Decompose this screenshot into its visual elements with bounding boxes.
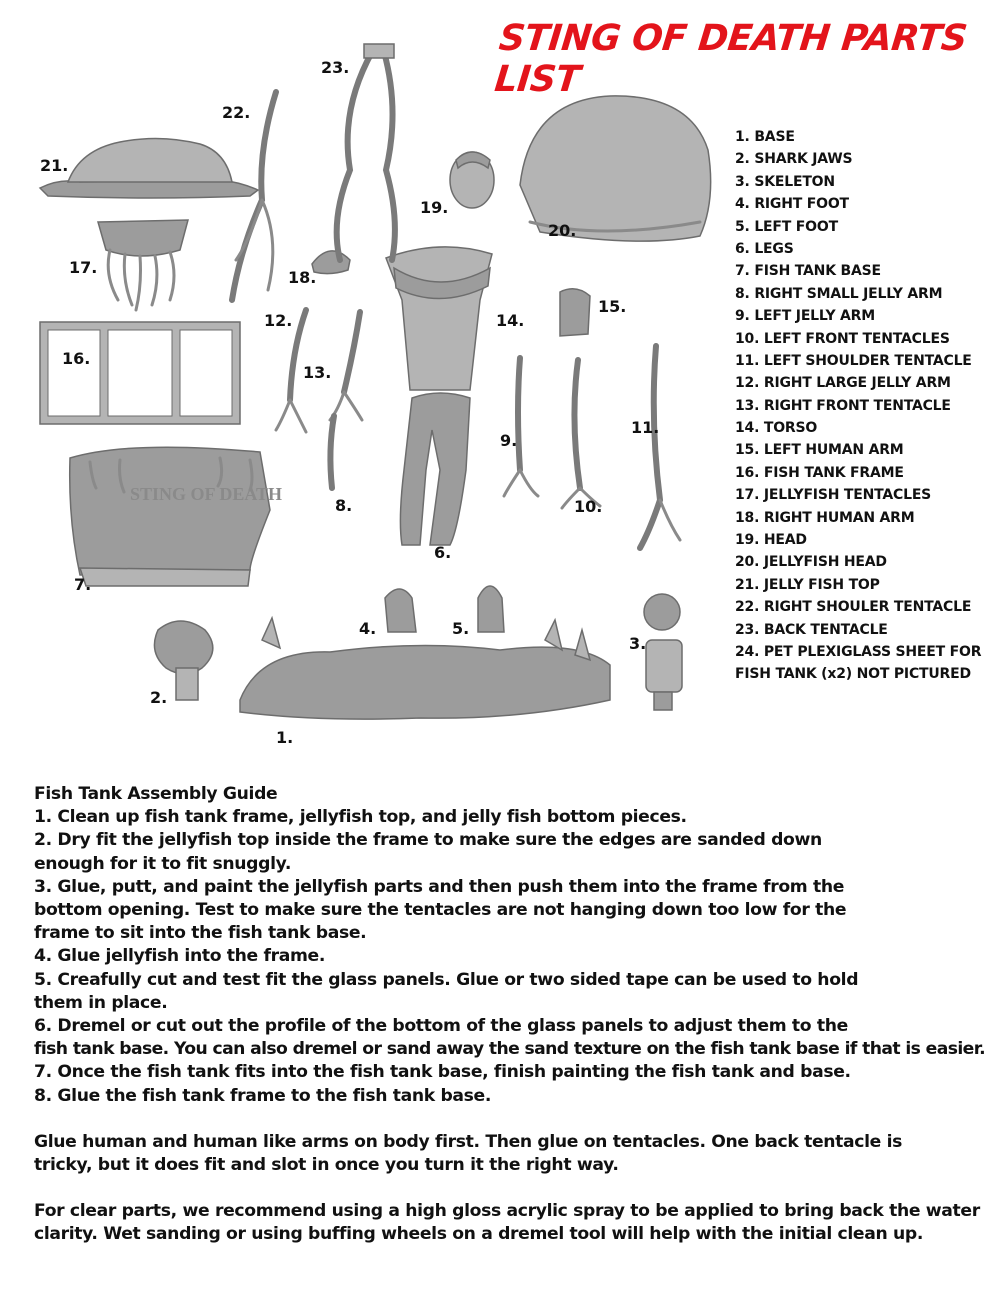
part-number-label: 13. [303, 363, 332, 382]
left-human-arm-render [560, 289, 590, 336]
guide-line: 1. Clean up fish tank frame, jellyfish top, and jelly fish bottom pieces. [34, 807, 687, 828]
parts-list-item: 18. RIGHT HUMAN ARM [735, 509, 915, 526]
part-number-label: 2. [150, 688, 168, 707]
legs-render [400, 393, 470, 545]
parts-illustration [0, 0, 735, 780]
parts-list-item: 19. HEAD [735, 532, 807, 549]
parts-list-item: 10. LEFT FRONT TENTACLES [735, 330, 950, 347]
guide-line: 3. Glue, putt, and paint the jellyfish parts and then push them into the frame from the [34, 876, 845, 897]
part-number-label: 15. [598, 297, 627, 316]
guide-line: 6. Dremel or cut out the profile of the bottom of the glass panels to adjust them to the [34, 1016, 848, 1037]
parts-list-item: 16. FISH TANK FRAME [735, 464, 904, 481]
head-render [450, 152, 494, 208]
part-number-label: 7. [74, 575, 92, 594]
guide-line: frame to sit into the fish tank base. [34, 923, 367, 944]
part-number-label: 10. [574, 497, 603, 516]
part-number-label: 18. [288, 268, 317, 287]
guide-line: fish tank base. You can also dremel or sand away the sand texture on the fish tank base if that is easier. [34, 1039, 986, 1060]
parts-list-item: 14. TORSO [735, 420, 818, 437]
parts-list-item: 7. FISH TANK BASE [735, 263, 881, 280]
parts-list [735, 126, 981, 686]
parts-list-item: 12. RIGHT LARGE JELLY ARM [735, 375, 951, 392]
parts-list-item: 20. JELLYFISH HEAD [735, 554, 887, 571]
part-number-label: 3. [629, 634, 647, 653]
part-number-label: 8. [335, 496, 353, 515]
fish-tank-frame-render [40, 322, 240, 424]
parts-list-item: 6. LEGS [735, 240, 794, 257]
note-line: tricky, but it does fit and slot in once you turn it the right way. [34, 1155, 619, 1176]
part-number-label: 17. [69, 258, 98, 277]
parts-list-item: 3. SKELETON [735, 173, 835, 190]
tank-sign: STING OF DEATH [130, 484, 283, 504]
part-number-label: 22. [222, 103, 251, 122]
note-line: For clear parts, we recommend using a high gloss acrylic spray to be applied to bring back the water [34, 1201, 980, 1222]
parts-list-item: 22. RIGHT SHOULER TENTACLE [735, 599, 972, 616]
jelly-fish-top-render [40, 138, 258, 198]
parts-list-item: 17. JELLYFISH TENTACLES [735, 487, 932, 504]
part-number-label: 19. [420, 198, 449, 217]
part-number-label: 21. [40, 156, 69, 175]
parts-list-item: 13. RIGHT FRONT TENTACLE [735, 397, 951, 414]
part-number-label: 4. [359, 619, 377, 638]
part-number-label: 20. [548, 221, 577, 240]
part-number-label: 11. [631, 418, 660, 437]
part-number-label: 9. [500, 431, 518, 450]
parts-list-item: 21. JELLY FISH TOP [735, 576, 880, 593]
torso-render [386, 247, 492, 390]
guide-line: 8. Glue the fish tank frame to the fish tank base. [34, 1085, 492, 1106]
parts-list-item: 2. SHARK JAWS [735, 151, 853, 168]
guide-heading: Fish Tank Assembly Guide [34, 784, 278, 804]
skeleton-render [644, 594, 682, 710]
part-number-label: 5. [452, 619, 470, 638]
guide-line: 5. Creafully cut and test fit the glass panels. Glue or two sided tape can be used to hold [34, 969, 859, 990]
right-human-arm-render [312, 251, 350, 274]
parts-list-item: 9. LEFT JELLY ARM [735, 308, 875, 325]
parts-list-item: FISH TANK (x2) NOT PICTURED [735, 666, 971, 683]
guide-line: 4. Glue jellyfish into the frame. [34, 946, 326, 967]
part-number-label: 16. [62, 349, 91, 368]
fish-tank-base-render [70, 447, 270, 586]
guide-line: bottom opening. Test to make sure the tentacles are not hanging down too low for the [34, 900, 847, 921]
part-number-label: 23. [321, 58, 350, 77]
assembly-guide [34, 783, 984, 1247]
guide-line: them in place. [34, 992, 168, 1013]
note-line: Glue human and human like arms on body first. Then glue on tentacles. One back tentacle is [34, 1131, 903, 1152]
part-number-label: 1. [276, 728, 294, 747]
parts-list-item: 15. LEFT HUMAN ARM [735, 442, 904, 459]
guide-line: enough for it to fit snuggly. [34, 853, 292, 874]
parts-list-item: 4. RIGHT FOOT [735, 196, 849, 213]
jellyfish-tentacles-render [98, 220, 188, 310]
parts-list-item: 8. RIGHT SMALL JELLY ARM [735, 285, 943, 302]
guide-line: 2. Dry fit the jellyfish top inside the frame to make sure the edges are sanded down [34, 830, 822, 851]
guide-line: 7. Once the fish tank fits into the fish tank base, finish painting the fish tank and base. [34, 1062, 851, 1083]
part-number-label: 12. [264, 311, 293, 330]
parts-list-item: 23. BACK TENTACLE [735, 621, 888, 638]
jellyfish-head-render [520, 96, 711, 241]
parts-list-item: 1. BASE [735, 129, 795, 145]
parts-list-item: 5. LEFT FOOT [735, 218, 838, 235]
parts-list-item: 24. PET PLEXIGLASS SHEET FOR [735, 643, 982, 660]
parts-list-item: 11. LEFT SHOULDER TENTACLE [735, 352, 972, 369]
base-render [240, 618, 610, 719]
note-line: clarity. Wet sanding or using buffing wheels on a dremel tool will help with the initial clean up. [34, 1224, 923, 1245]
feet-render [385, 586, 504, 632]
page-title: STING OF DEATH PARTS LIST [492, 18, 969, 100]
part-number-label: 6. [434, 543, 452, 562]
part-number-label: 14. [496, 311, 525, 330]
